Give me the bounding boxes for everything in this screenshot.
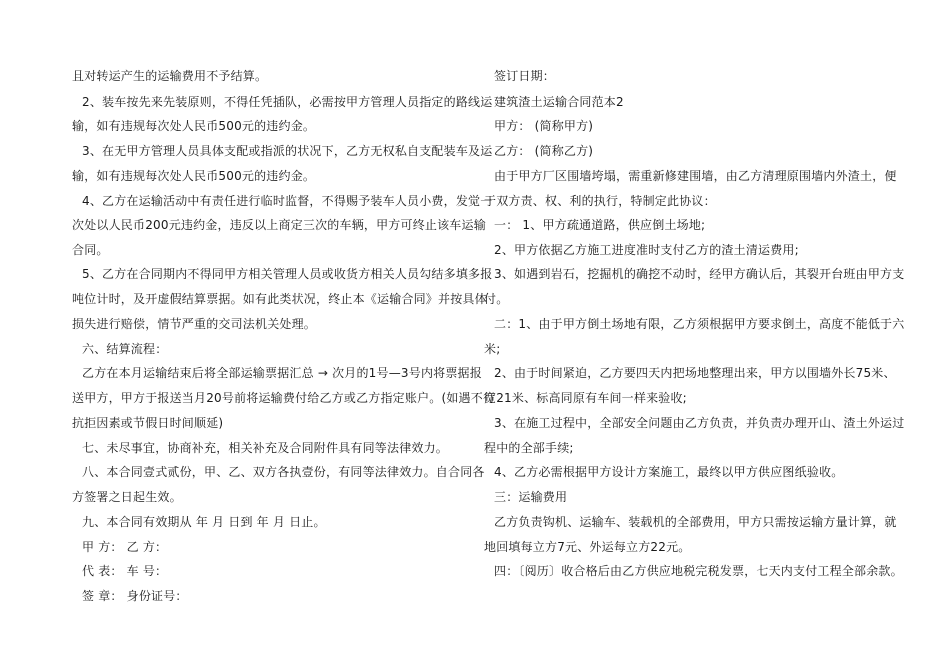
- text-line: 宽21米、标高同原有车间一样来验收;: [484, 391, 687, 405]
- text-line: 输，如有违规每次处人民币500元的违约金。: [72, 119, 316, 133]
- text-line: 二：1、由于甲方倒土场地有限，乙方须根据甲方要求倒土，高度不能低于六: [494, 317, 905, 331]
- text-line: 4、乙方必需根据甲方设计方案施工，最终以甲方供应图纸验收。: [494, 465, 844, 479]
- party-b: 乙方： (简称乙方): [494, 144, 594, 158]
- text-line: 吨位计时，及开虚假结算票据。如有此类状况，终止本《运输合同》并按具体: [72, 292, 487, 306]
- text-line: 由于甲方厂区围墙垮塌，需重新修建围墙，由乙方清理原围墙内外渣土，便: [494, 169, 897, 183]
- text-line: 2、由于时间紧迫，乙方要四天内把场地整理出来，甲方以围墙外长75米、: [494, 366, 896, 380]
- text-line: 九、本合同有效期从 年 月 日到 年 月 日止。: [82, 515, 326, 529]
- text-line: 2、甲方依据乙方施工进度准时支付乙方的渣土清运费用;: [494, 243, 799, 257]
- text-line: 米;: [484, 342, 501, 356]
- text-line: 5、乙方在合同期内不得同甲方相关管理人员或收货方相关人员勾结多填多报: [82, 267, 493, 281]
- text-line: 于双方责、权、利的执行，特制定此协议：: [484, 194, 716, 208]
- text-line: 2、装车按先来先装原则，不得任凭插队，必需按甲方管理人员指定的路线运: [82, 95, 493, 109]
- text-line: 且对转运产生的运输费用不予结算。: [72, 69, 268, 83]
- signature-field: 甲 方： 乙 方：: [82, 540, 168, 554]
- text-line: 抗拒因素或节假日时间顺延): [72, 416, 224, 430]
- text-line: 七、未尽事宜，协商补充，相关补充及合同附件具有同等法律效力。: [82, 441, 449, 455]
- document-title: 建筑渣土运输合同范本2: [494, 95, 624, 109]
- text-line: 4、乙方在运输活动中有责任进行临时监督，不得赐予装车人员小费，发觉一: [82, 194, 493, 208]
- party-a: 甲方： (简称甲方): [494, 119, 594, 133]
- text-line: 程中的全部手续;: [484, 441, 574, 455]
- text-line: 地回填每立方7元、外运每立方22元。: [484, 540, 691, 554]
- text-line: 损失进行赔偿，情节严重的交司法机关处理。: [72, 317, 317, 331]
- text-line: 送甲方，甲方于报送当月20号前将运输费付给乙方或乙方指定账户。(如遇不行: [72, 391, 496, 405]
- text-line: 乙方负责钩机、运输车、装载机的全部费用，甲方只需按运输方量计算，就: [494, 515, 897, 529]
- text-line: 八、本合同壹式贰份，甲、乙、双方各执壹份，有同等法律效力。自合同各: [82, 465, 485, 479]
- signature-field: 代 表： 车 号：: [82, 564, 168, 578]
- text-line: 合同。: [72, 243, 109, 257]
- text-line: 3、在施工过程中，全部安全问题由乙方负责，并负责办理开山、渣土外运过: [494, 416, 905, 430]
- text-line: 乙方在本月运输结束后将全部运输票据汇总 → 次月的1号—3号内将票据报: [82, 366, 482, 380]
- text-line: 方签署之日起生效。: [72, 490, 182, 504]
- signing-date: 签订日期：: [494, 69, 556, 83]
- text-line: 一： 1、甲方疏通道路，供应倒土场地;: [494, 218, 706, 232]
- text-line: 3、在无甲方管理人员具体支配或指派的状况下，乙方无权私自支配装车及运: [82, 144, 493, 158]
- text-line: 3、如遇到岩石，挖掘机的确挖不动时，经甲方确认后，其裂开台班由甲方支: [494, 267, 905, 281]
- text-line: 输，如有违规每次处人民币500元的违约金。: [72, 169, 316, 183]
- text-line: 四：〔阅历〕收合格后由乙方供应地税完税发票，七天内支付工程全部余款。: [494, 564, 903, 578]
- signature-field: 签 章： 身份证号：: [82, 589, 188, 603]
- text-line: 付。: [484, 292, 509, 306]
- text-line: 次处以人民币200元违约金，违反以上商定三次的车辆，甲方可终止该车运输: [72, 218, 486, 232]
- section-heading: 六、结算流程：: [82, 342, 168, 356]
- section-heading: 三：运输费用: [494, 490, 568, 504]
